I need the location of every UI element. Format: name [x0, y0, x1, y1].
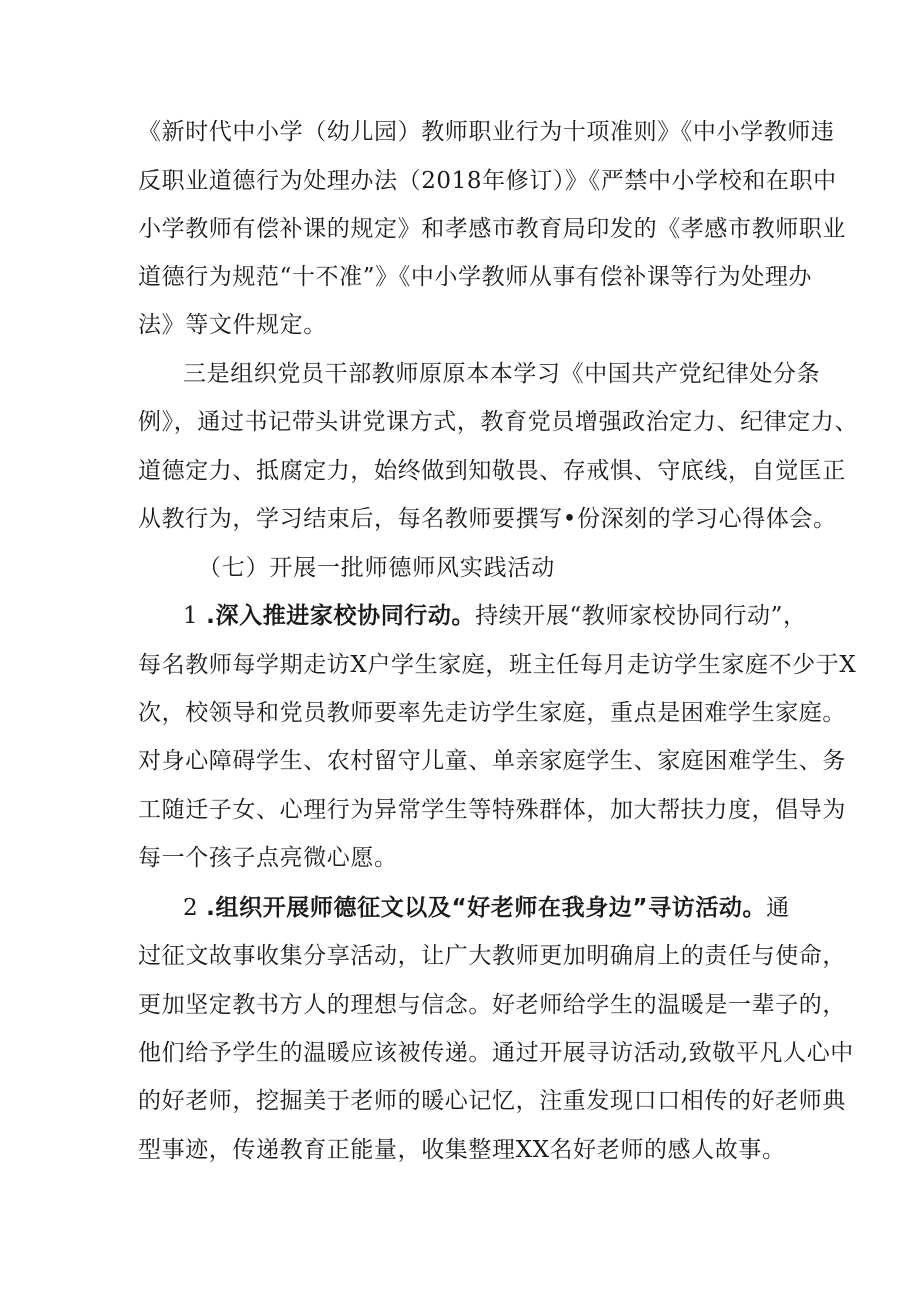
paragraph-line: 型事迹，传递教育正能量，收集整理XX名好老师的感人故事。 — [138, 1137, 786, 1163]
paragraph-line: 从教行为，学习结束后，每名教师要撰写•份深刻的学习心得体会。 — [138, 506, 837, 532]
item-1-text: 持续开展“教师家校协同行动”， — [475, 603, 807, 629]
paragraph-line: 《新时代中小学（幼儿园）教师职业行为十项准则》《中小学教师违 — [138, 119, 835, 145]
paragraph-line: 对身心障碍学生、农村留守儿童、单亲家庭学生、家庭困难学生、务 — [138, 748, 846, 774]
item-2-title: .组织开展师德征文以及“好老师在我身边”寻访活动。 — [206, 895, 767, 921]
paragraph-line: 道德行为规范“十不准”》《中小学教师从事有偿补课等行为处理办 — [138, 264, 813, 290]
paragraph-line: 每名教师每学期走访X户学生家庭，班主任每月走访学生家庭不少于X — [138, 652, 857, 678]
section-heading: （七）开展一批师德师风实践活动 — [198, 555, 555, 581]
paragraph-line: 过征文故事收集分享活动，让广大教师更加明确肩上的责任与使命， — [138, 943, 846, 969]
item-1-number: 1 — [183, 603, 199, 629]
item-2-number: 2 — [183, 895, 199, 921]
paragraph-line: 三是组织党员干部教师原原本本学习《中国共产党纪律处分条 — [183, 361, 821, 387]
item-1-first-line — [183, 601, 807, 631]
paragraph-line: 小学教师有偿补课的规定》和孝感市教育局印发的《孝感市教师职业 — [138, 216, 846, 242]
paragraph-line: 的好老师，挖掘美于老师的暖心记忆，注重发现口口相传的好老师典 — [138, 1088, 846, 1114]
paragraph-line: 更加坚定教书方人的理想与信念。好老师给学生的温暖是一辈子的， — [138, 992, 846, 1018]
paragraph-line: 道德定力、抵腐定力，始终做到知敬畏、存戒惧、守底线，自觉匡正 — [138, 458, 846, 484]
paragraph-line: 例》，通过书记带头讲党课方式，教育党员增强政治定力、纪律定力、 — [138, 409, 859, 435]
item-2-text: 通 — [766, 895, 790, 921]
paragraph-line: 他们给予学生的温暖应该被传递。通过开展寻访活动,致敬平凡人心中 — [138, 1040, 854, 1066]
item-2-first-line — [183, 893, 790, 923]
paragraph-line: 反职业道德行为处理办法（2018年修订）》《严禁中小学校和在职中 — [138, 168, 837, 194]
item-1-title: .深入推进家校协同行动。 — [206, 603, 476, 629]
paragraph-line: 每一个孩子点亮微心愿。 — [138, 845, 398, 871]
paragraph-line: 次，校领导和党员教师要率先走访学生家庭，重点是困难学生家庭。 — [138, 700, 846, 726]
paragraph-line: 法》等文件规定。 — [138, 312, 327, 338]
paragraph-line: 工随迁子女、心理行为异常学生等特殊群体，加大帮扶力度，倡导为 — [138, 797, 846, 823]
